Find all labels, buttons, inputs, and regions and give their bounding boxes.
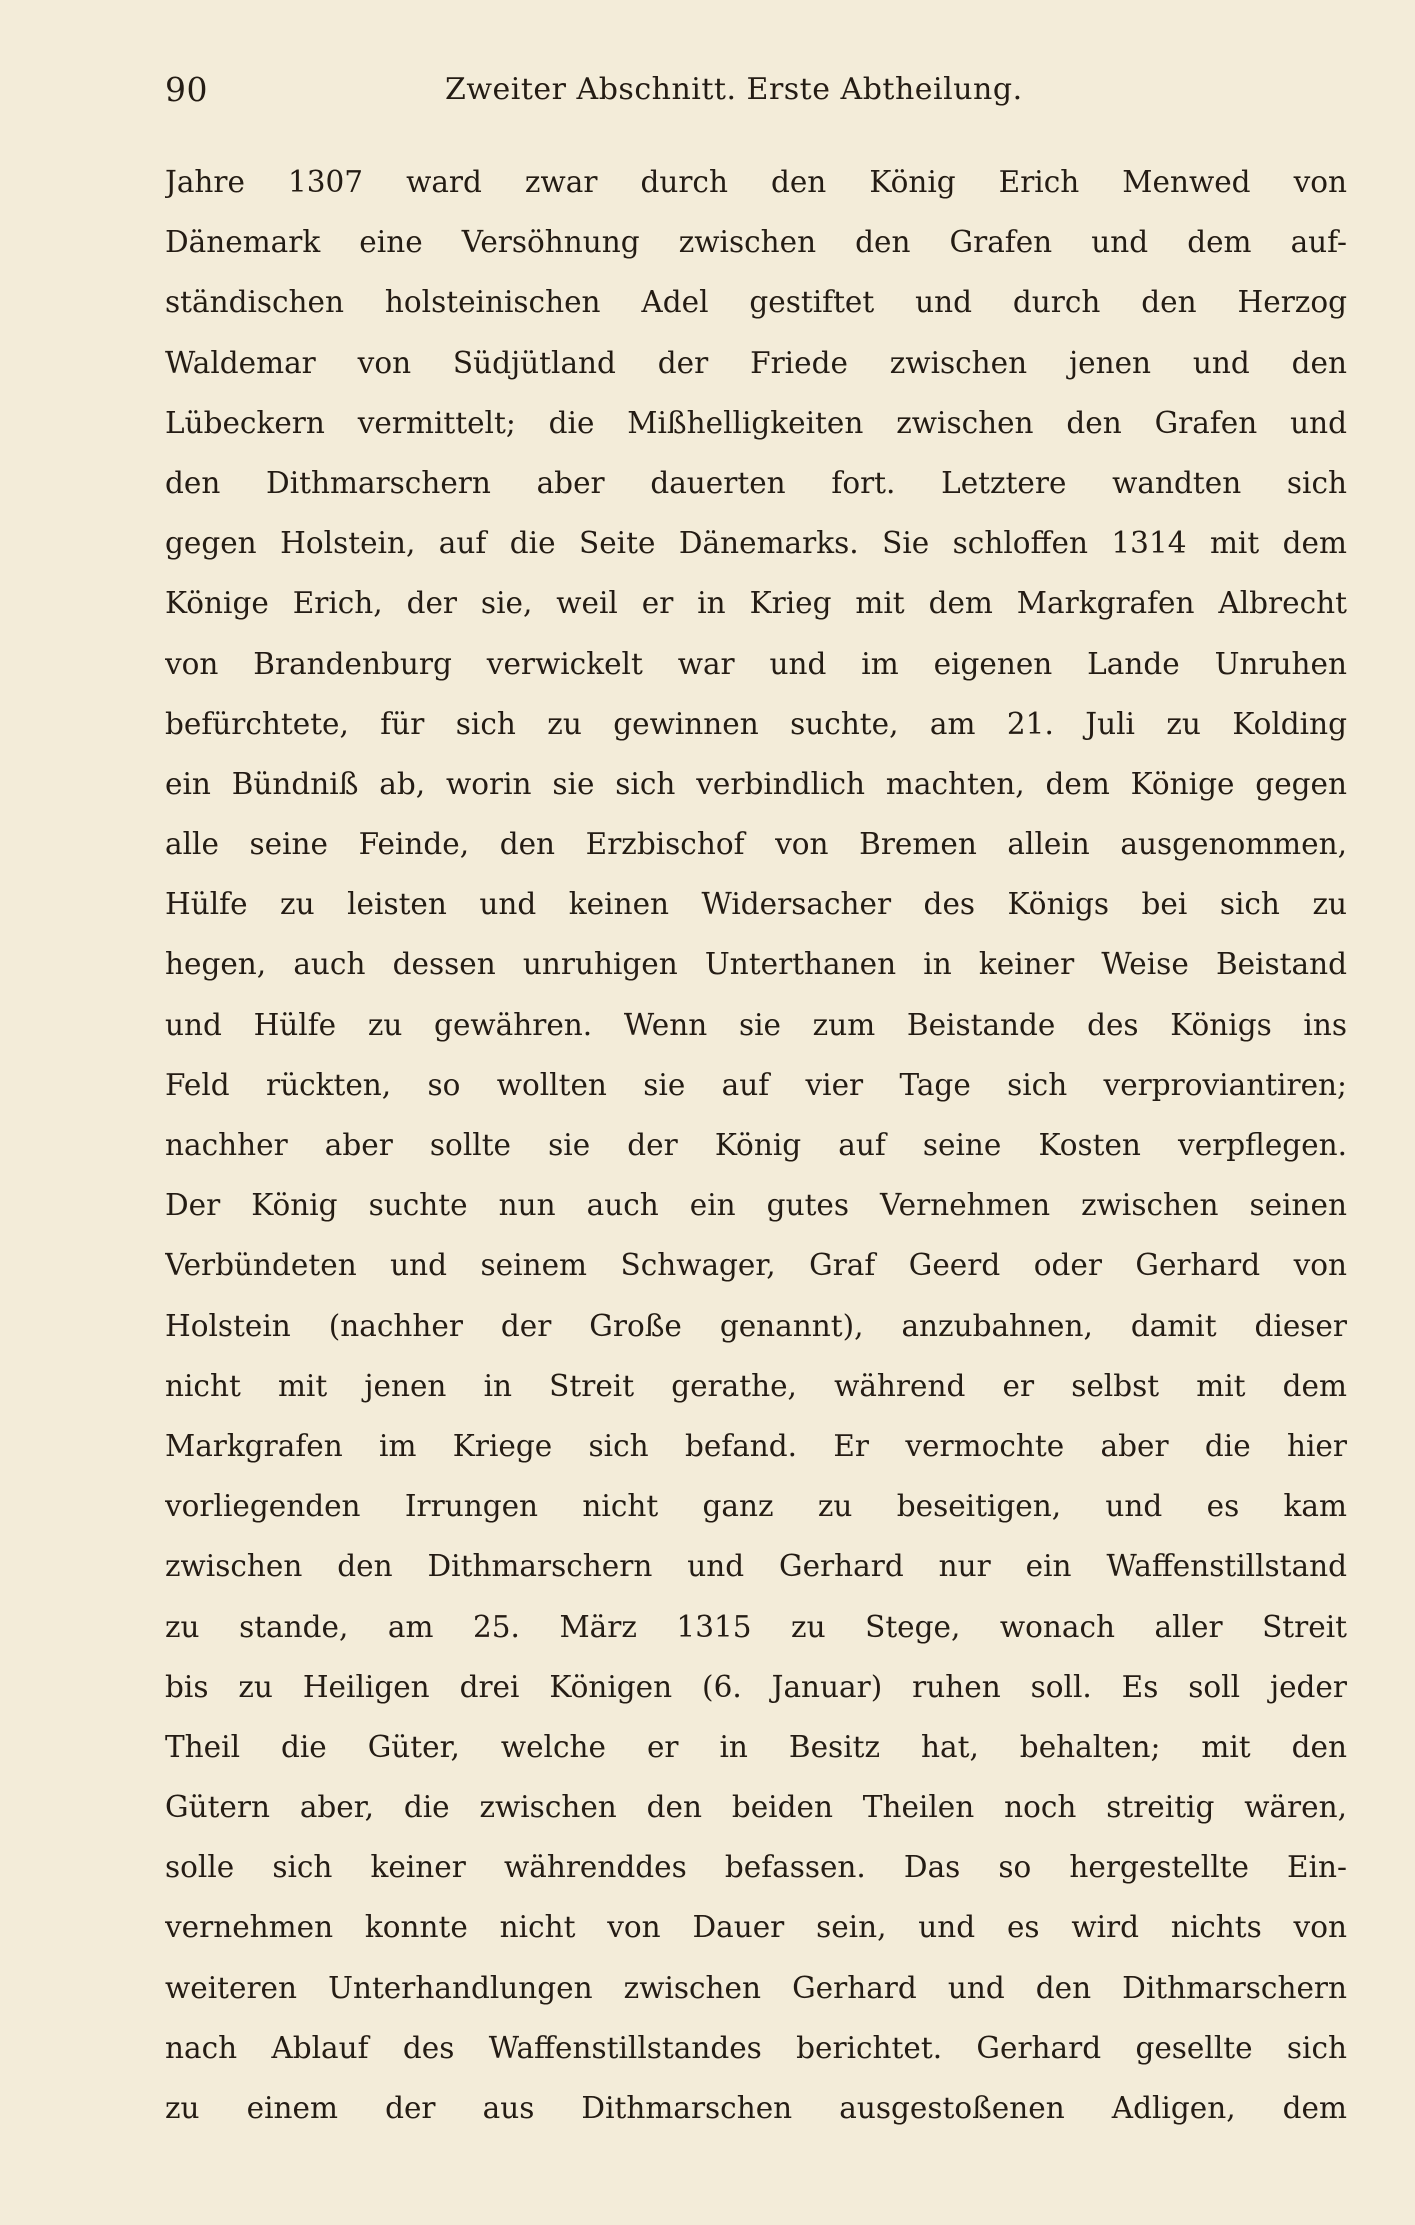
text-line: Der König suchte nun auch ein gutes Vernehmen zwischen seinen [165,1188,1347,1223]
text-line: von Brandenburg verwickelt war und im eigenen Lande Unruhen [165,646,1347,681]
text-line: Holstein (nachher der Große genannt), anzubahnen, damit dieser [165,1308,1347,1343]
text-line: zwischen den Dithmarschern und Gerhard nur ein Waffenstillstand [165,1549,1347,1584]
text-line: gegen Holstein, auf die Seite Dänemarks. Sie schloffen 1314 mit dem [165,526,1347,561]
text-line: ständischen holsteinischen Adel gestiftet und durch den Herzog [165,285,1347,320]
text-line: Könige Erich, der sie, weil er in Krieg mit dem Markgrafen Albrecht [165,586,1347,621]
text-line: alle seine Feinde, den Erzbischof von Bremen allein ausgenommen, [165,827,1347,862]
text-line: zu einem der aus Dithmarschen ausgestoßenen Adligen, dem [165,2091,1347,2125]
text-line: Dänemark eine Versöhnung zwischen den Grafen und dem auf- [165,225,1347,260]
text-line: nicht mit jenen in Streit gerathe, während er selbst mit dem [165,1368,1347,1403]
text-line: vorliegenden Irrungen nicht ganz zu beseitigen, und es kam [165,1489,1347,1524]
text-line: befürchtete, für sich zu gewinnen suchte, am 21. Juli zu Kolding [165,706,1347,741]
text-line: Jahre 1307 ward zwar durch den König Erich Menwed von [165,165,1347,199]
text-line: Feld rückten, so wollten sie auf vier Tage sich verproviantiren; [165,1067,1347,1102]
text-line: Hülfe zu leisten und keinen Widersacher des Königs bei sich zu [165,887,1347,922]
text-line: solle sich keiner währenddes befassen. Das so hergestellte Ein- [165,1850,1347,1885]
text-line: ein Bündniß ab, worin sie sich verbindlich machten, dem Könige gegen [165,766,1347,801]
text-line: bis zu Heiligen drei Königen (6. Januar) ruhen soll. Es soll jeder [165,1669,1347,1704]
body-text [165,152,1347,2138]
page-header [165,70,1410,120]
running-title: Zweiter Abschnitt. Erste Abtheilung. [445,72,1023,107]
text-line: zu stande, am 25. März 1315 zu Stege, wonach aller Streit [165,1609,1347,1644]
text-line: Theil die Güter, welche er in Besitz hat, behalten; mit den [165,1729,1347,1764]
text-line: Verbündeten und seinem Schwager, Graf Geerd oder Gerhard von [165,1248,1347,1283]
text-line: Waldemar von Südjütland der Friede zwischen jenen und den [165,345,1347,380]
text-line: vernehmen konnte nicht von Dauer sein, und es wird nichts von [165,1910,1347,1945]
text-line: Lübeckern vermittelt; die Mißhelligkeiten zwischen den Grafen und [165,405,1347,440]
text-line: den Dithmarschern aber dauerten fort. Letztere wandten sich [165,465,1347,500]
page-number: 90 [165,70,208,109]
text-line: nachher aber sollte sie der König auf seine Kosten verpflegen. [165,1128,1347,1162]
text-line: Gütern aber, die zwischen den beiden Theilen noch streitig wären, [165,1790,1347,1825]
text-line: Markgrafen im Kriege sich befand. Er vermochte aber die hier [165,1428,1347,1463]
text-line: nach Ablauf des Waffenstillstandes berichtet. Gerhard gesellte sich [165,2030,1347,2065]
text-line: weiteren Unterhandlungen zwischen Gerhard und den Dithmarschern [165,1970,1347,2005]
text-line: und Hülfe zu gewähren. Wenn sie zum Beistande des Königs ins [165,1007,1347,1042]
text-line: hegen, auch dessen unruhigen Unterthanen in keiner Weise Beistand [165,947,1347,982]
